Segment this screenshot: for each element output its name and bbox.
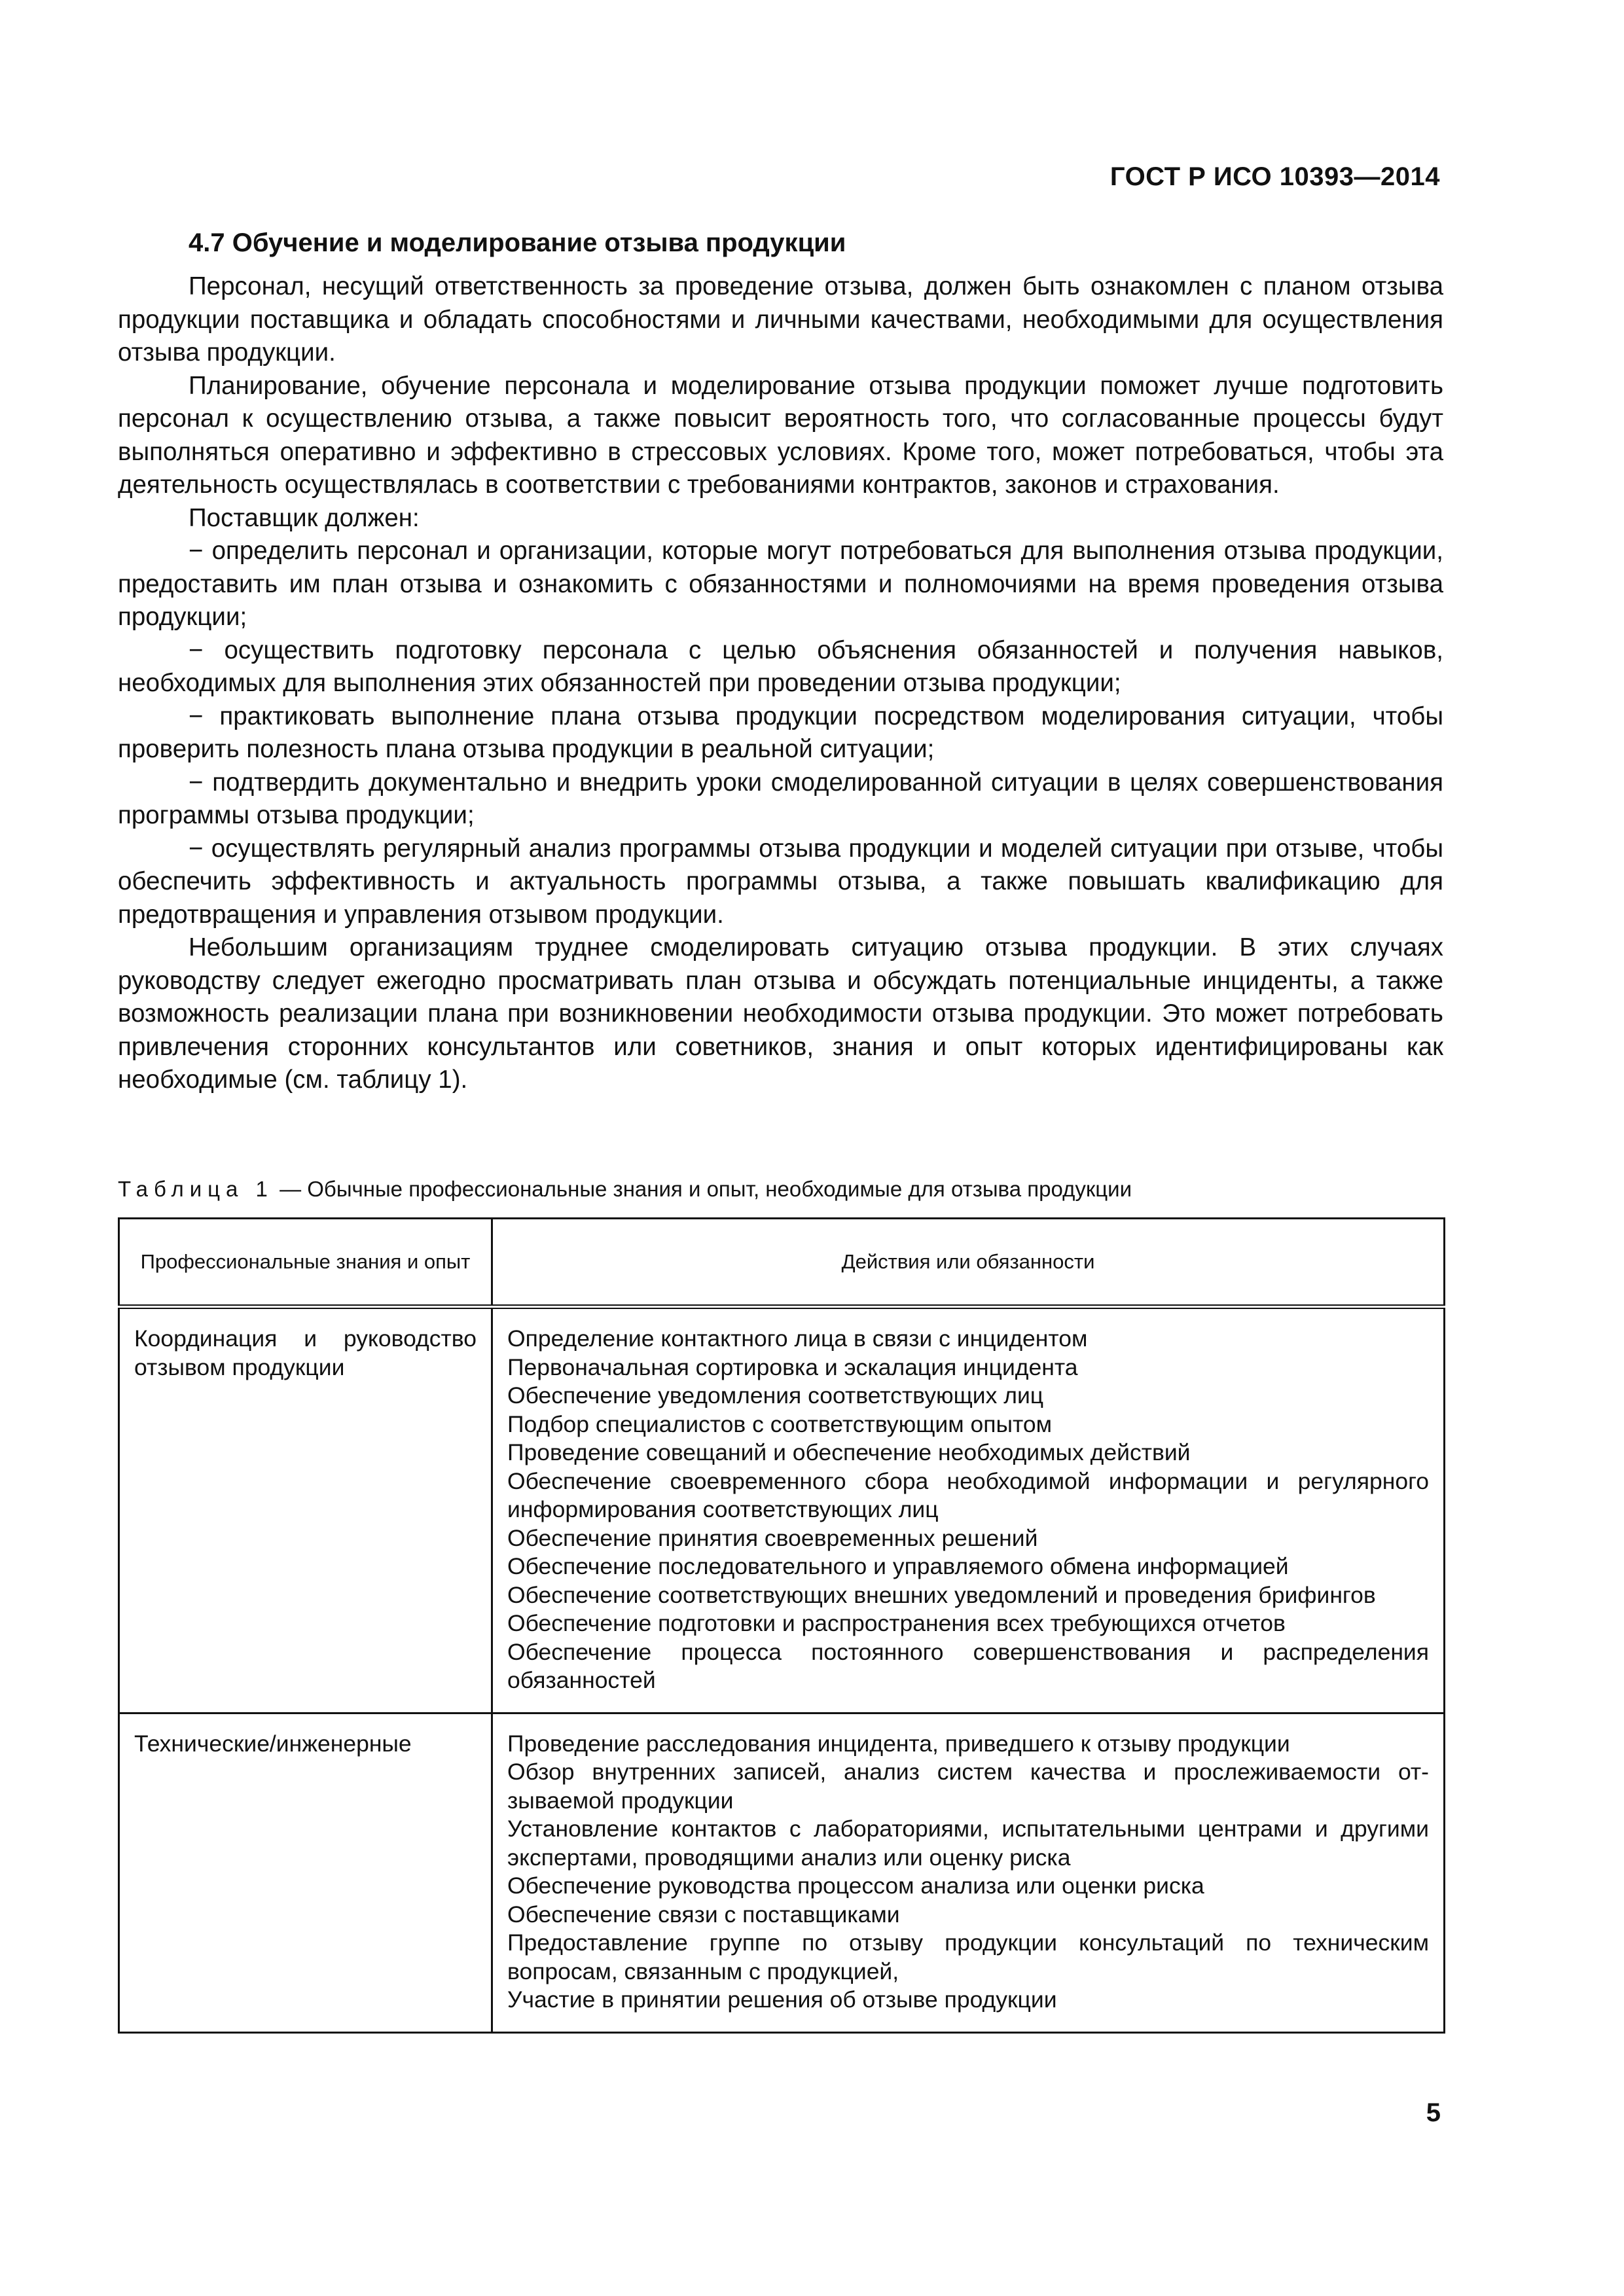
list-item: − практиковать выполнение плана отзыва продукции посредством моделирования ситуации, чтобы проверить полезность плана отзыва продукции в реальной ситуации; [118,702,1443,763]
paragraph: Поставщик должен: [189,503,420,532]
page-number: 5 [1426,2098,1441,2127]
paragraph: Небольшим организациям труднее смоделировать ситуацию отзыва продукции. В этих случаях руководству следует ежегодно просматривать план отзыва и обсуждать потенциальные инциденты, а также возможность реализации плана при возникновении необходимости отзыва продукции. Это может потребовать привлечения сторонних консультантов или советников, знания и опыт которых идентифицированы как необходимые (см. таблицу 1). [118,933,1443,1094]
duty-item: Обеспечение процесса постоянного совершенствования и распределения обязанностей [507,1638,1429,1693]
duty-item: Установление контактов с лабораториями, испытательными центрами и другими экспертами, проводящими анализ или оценку риска [507,1816,1429,1871]
table-cell-area: Технические/инженерные [119,1713,492,2032]
table-caption [118,1176,1132,1202]
duty-item: Первоначальная сортировка и эскалация инцидента [507,1354,1078,1380]
duty-item: Участие в принятии решения об отзыве продукции [507,1986,1057,2013]
duty-item: Обеспечение последовательного и управляемого обмена информацией [507,1553,1289,1579]
knowledge-table [118,1217,1445,2034]
duty-item: Обеспечение принятия своевременных решений [507,1524,1038,1551]
table-header-duties: Действия или обязанности [492,1219,1445,1307]
table-body [119,1307,1445,2033]
duty-item: Обеспечение руководства процессом анализа или оценки риска [507,1873,1204,1899]
table-row [119,1307,1445,1713]
section-title: 4.7 Обучение и моделирование отзыва продукции [189,228,846,257]
table-caption-label: Таблица 1 [118,1177,274,1201]
duty-item: Обеспечение уведомления соответствующих лиц [507,1382,1044,1408]
list-item: − определить персонал и организации, которые могут потребоваться для выполнения отзыва продукции, предоставить им план отзыва и ознакомить с обязанностями и полномочиями на время проведения отзыва продукции; [118,537,1443,631]
table-cell-duties [492,1713,1445,2032]
paragraph: Планирование, обучение персонала и моделирование отзыва продукции поможет лучше подготовить персонал к осуществлению отзыва, а также повысит вероятность того, что согласованные процессы будут выполняться оперативно и эффективно в стрессовых условиях. Кроме того, может потребоваться, чтобы эта деятельность осуществлялась в соответствии с требованиями контрактов, законов и страхования. [118,371,1443,499]
standard-code-header: ГОСТ Р ИСО 10393—2014 [1110,162,1440,191]
list-item: − подтвердить документально и внедрить уроки смоделированной ситуации в целях совершенствования программы отзыва продукции; [118,768,1443,829]
duty-item: Определение контактного лица в связи с инцидентом [507,1325,1088,1352]
list-item: − осуществить подготовку персонала с целью объяснения обязанностей и получения навыков, необходимых для выполнения этих обязанностей при проведении отзыва продукции; [118,636,1443,697]
duty-item: Обзор внутренних записей, анализ систем качества и прослеживаемости отзываемой продукции [507,1759,1429,1814]
section-body [118,226,1443,1097]
duty-item: Предоставление группе по отзыву продукции консультаций по техническим вопросам, связанным с продукцией, [507,1929,1429,1984]
list-item: − осуществлять регулярный анализ программы отзыва продукции и моделей ситуации при отзыве, чтобы обеспечить эффективность и актуальность программы отзыва, а также повышать квалификацию для предотвращения и управления отзывом продукции. [118,834,1443,929]
paragraph: Персонал, несущий ответственность за проведение отзыва, должен быть ознакомлен с планом отзыва продукции поставщика и обладать способностями и личными качествами, необходимыми для осуществления отзыва продукции. [118,272,1443,367]
duty-item: Проведение расследования инцидента, приведшего к отзыву продукции [507,1730,1290,1757]
duty-item: Обеспечение соответствующих внешних уведомлений и проведения брифингов [507,1581,1376,1608]
table-header-row [119,1219,1445,1307]
duty-item: Подбор специалистов с соответствующим опытом [507,1410,1052,1437]
duty-item: Обеспечение своевременного сбора необходимой информации и регулярного информирования соответствующих лиц [507,1467,1429,1522]
table-header-knowledge: Профессиональные знания и опыт [119,1219,492,1307]
table-row [119,1713,1445,2032]
duty-item: Обеспечение подготовки и распространения всех требующихся отчетов [507,1610,1286,1636]
table-caption-text: — Обычные профессиональные знания и опыт, необходимые для отзыва продукции [273,1177,1132,1201]
table-cell-area: Координация и руководство отзывом продукции [119,1307,492,1713]
duty-item: Проведение совещаний и обеспечение необходимых действий [507,1439,1191,1465]
table-cell-duties [492,1307,1445,1713]
duty-item: Обеспечение связи с поставщиками [507,1901,900,1928]
